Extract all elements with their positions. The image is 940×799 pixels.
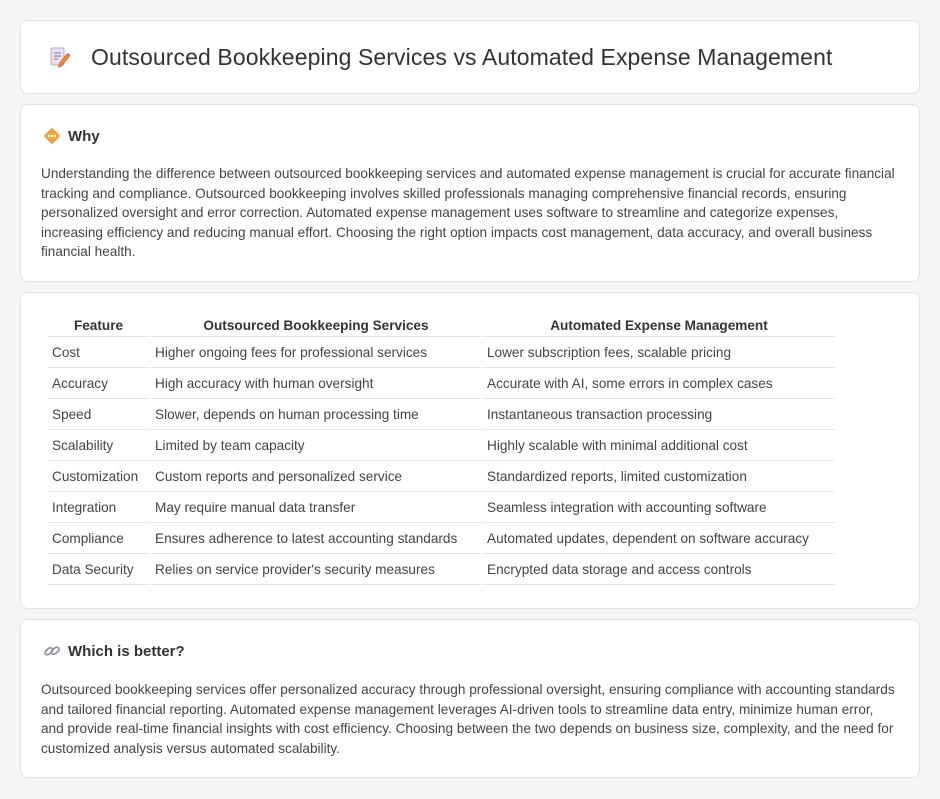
warning-diamond-icon <box>43 127 61 145</box>
feature-cell: Customization <box>48 461 149 492</box>
automated-cell: Highly scalable with minimal additional cost <box>483 430 835 461</box>
column-header: Automated Expense Management <box>483 315 835 337</box>
automated-cell: Seamless integration with accounting software <box>483 492 835 523</box>
comparison-section <box>20 292 920 609</box>
table-row <box>48 368 835 399</box>
column-header: Feature <box>48 315 149 337</box>
automated-cell: Accurate with AI, some errors in complex cases <box>483 368 835 399</box>
outsourced-cell: High accuracy with human oversight <box>151 368 481 399</box>
automated-cell: Instantaneous transaction processing <box>483 399 835 430</box>
why-section <box>20 104 920 282</box>
feature-cell: Speed <box>48 399 149 430</box>
outsourced-cell: Relies on service provider's security measures <box>151 554 481 585</box>
link-icon <box>43 642 61 660</box>
feature-cell: Integration <box>48 492 149 523</box>
outsourced-cell: Custom reports and personalized service <box>151 461 481 492</box>
feature-cell: Data Security <box>48 554 149 585</box>
table-row <box>48 399 835 430</box>
column-header: Outsourced Bookkeeping Services <box>151 315 481 337</box>
feature-cell: Cost <box>48 337 149 368</box>
table-row <box>48 337 835 368</box>
which-is-better-title: Which is better? <box>68 642 185 660</box>
outsourced-cell: Ensures adherence to latest accounting standards <box>151 523 481 554</box>
automated-cell: Lower subscription fees, scalable pricing <box>483 337 835 368</box>
which-is-better-text: Outsourced bookkeeping services offer personalized accuracy through professional oversight, ensuring compliance with accounting standards and tailored financial reporting. Automated expense management leverages AI-driven tools to streamline data entry, minimize human error, and provide real-time financial insights with cost efficiency. Choosing between the two depends on business size, complexity, and the need for customized analysis versus automated scalability. <box>41 682 895 756</box>
outsourced-cell: May require manual data transfer <box>151 492 481 523</box>
automated-cell: Encrypted data storage and access controls <box>483 554 835 585</box>
outsourced-cell: Slower, depends on human processing time <box>151 399 481 430</box>
automated-cell: Automated updates, dependent on software accuracy <box>483 523 835 554</box>
outsourced-cell: Higher ongoing fees for professional services <box>151 337 481 368</box>
which-is-better-section <box>20 619 920 778</box>
why-text: Understanding the difference between outsourced bookkeeping services and automated expense management is crucial for accurate financial tracking and compliance. Outsourced bookkeeping involves skilled professionals managing comprehensive financial records, ensuring personalized oversight and error correction. Automated expense management uses software to streamline and categorize expenses, increasing efficiency and reducing manual effort. Choosing the right option impacts cost management, data accuracy, and overall business financial health. <box>41 166 895 259</box>
feature-cell: Compliance <box>48 523 149 554</box>
table-header-row <box>48 315 835 337</box>
table-row <box>48 461 835 492</box>
table-row <box>48 523 835 554</box>
table-row <box>48 492 835 523</box>
page-title: Outsourced Bookkeeping Services vs Automated Expense Management <box>91 43 833 70</box>
automated-cell: Standardized reports, limited customization <box>483 461 835 492</box>
title-card <box>20 20 920 94</box>
feature-cell: Accuracy <box>48 368 149 399</box>
outsourced-cell: Limited by team capacity <box>151 430 481 461</box>
feature-cell: Scalability <box>48 430 149 461</box>
document-pencil-icon <box>47 45 71 69</box>
table-row <box>48 430 835 461</box>
why-title: Why <box>68 127 100 145</box>
comparison-table <box>46 315 837 585</box>
table-row <box>48 554 835 585</box>
